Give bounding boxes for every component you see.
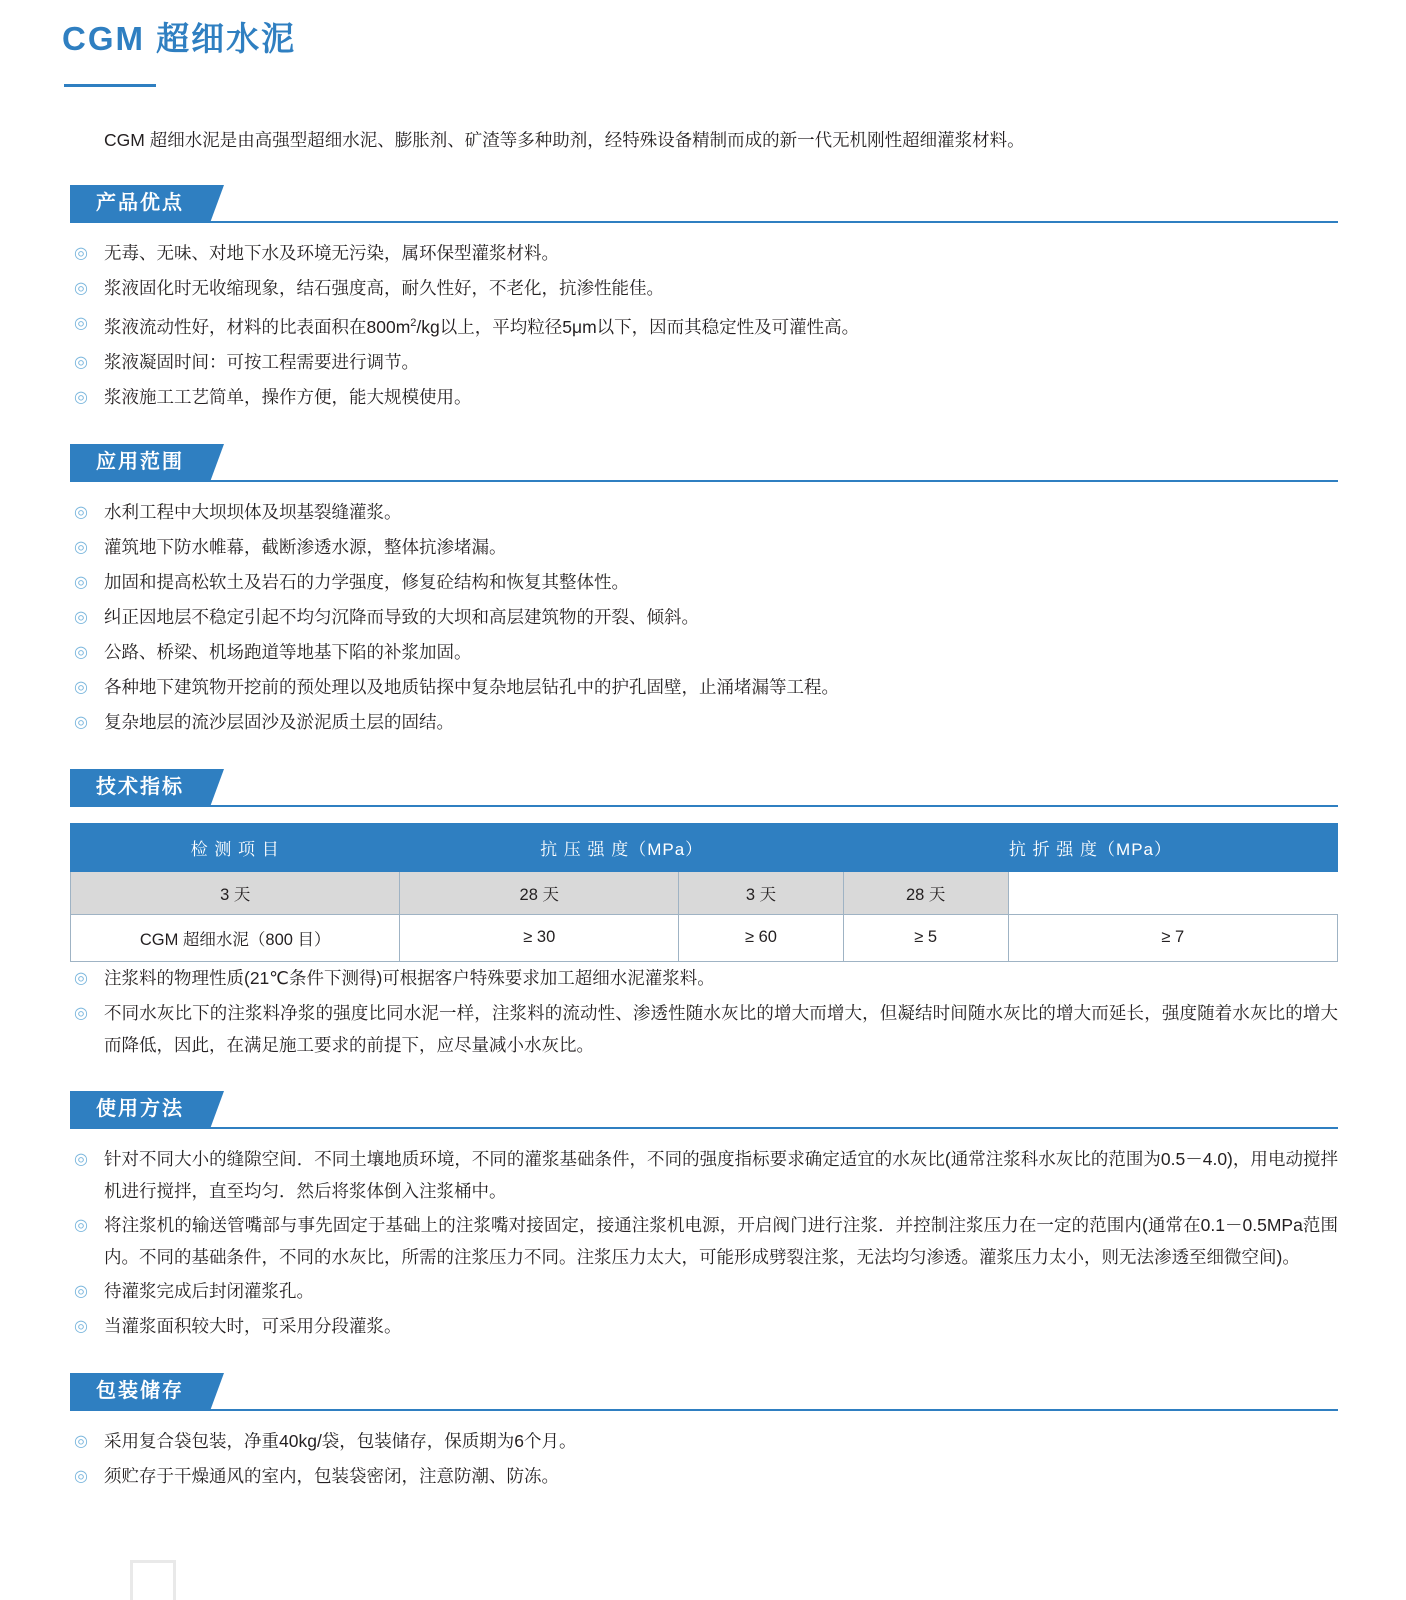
section-rule	[70, 221, 1338, 223]
list-item	[70, 381, 1338, 414]
list-item	[70, 1425, 1338, 1458]
list-item-text: 针对不同大小的缝隙空间．不同土壤地质环境，不同的灌浆基础条件，不同的强度指标要求确定适宜的水灰比(通常注浆科水灰比的范围为0.5－4.0)，用电动搅拌机进行搅拌，直至均匀．然后将浆体倒入注浆桶中。	[104, 1148, 1338, 1201]
circle-bullet-icon: ◎	[74, 678, 88, 696]
list-item	[70, 706, 1338, 739]
cell-compressive-28d: ≥ 60	[679, 914, 844, 961]
list-item-text: 纠正因地层不稳定引起不均匀沉降而导致的大坝和高层建筑物的开裂、倾斜。	[104, 606, 699, 627]
page-title: CGM 超细水泥	[62, 20, 297, 57]
section-header	[70, 1373, 1406, 1411]
list-item	[70, 1209, 1338, 1273]
circle-bullet-icon: ◎	[74, 315, 88, 332]
section-title-usage: 使用方法	[70, 1091, 210, 1129]
list-item	[70, 1143, 1338, 1207]
list-item-text: 浆液固化时无收缩现象，结石强度高，耐久性好，不老化，抗渗性能佳。	[104, 278, 664, 298]
section-rule	[70, 480, 1338, 482]
section-technical-specs	[0, 769, 1406, 1061]
cell-compressive-3d: ≥ 30	[400, 914, 679, 961]
subheader-compressive-28d: 28 天	[400, 871, 679, 914]
circle-bullet-icon: ◎	[74, 503, 88, 521]
table-header-row	[71, 823, 1338, 871]
cell-flexural-3d: ≥ 5	[843, 914, 1008, 961]
circle-bullet-icon: ◎	[74, 643, 88, 661]
section-rule	[70, 805, 1338, 807]
section-title-advantages: 产品优点	[70, 185, 210, 223]
list-item-text-part2: /kg以上，平均粒径5μm以下，因而其稳定性及可灌性高。	[416, 316, 860, 337]
watermark-shape	[130, 1560, 176, 1600]
section-header	[70, 444, 1406, 482]
circle-bullet-icon: ◎	[74, 1317, 88, 1335]
circle-bullet-icon: ◎	[74, 1432, 88, 1450]
section-body	[70, 1143, 1338, 1343]
table-header	[71, 823, 1338, 871]
list-item	[70, 346, 1338, 379]
advantages-list	[70, 237, 1338, 414]
circle-bullet-icon: ◎	[74, 1282, 88, 1300]
section-product-advantages	[0, 185, 1406, 414]
section-body	[70, 237, 1338, 414]
list-item	[70, 307, 1338, 344]
list-item	[70, 671, 1338, 704]
circle-bullet-icon: ◎	[74, 353, 88, 371]
list-item-text: 浆液施工工艺简单，操作方便，能大规模使用。	[104, 386, 472, 407]
section-rule	[70, 1127, 1338, 1129]
column-header-item: 检 测 项 目	[71, 823, 400, 871]
section-header	[70, 1091, 1406, 1129]
list-item-text: 将注浆机的输送管嘴部与事先固定于基础上的注浆嘴对接固定，接通注浆机电源，开启阀门进行注浆．并控制注浆压力在一定的范围内(通常在0.1－0.5MPa范围内。不同的基础条件，不同的水灰比，所需的注浆压力不同。注浆压力太大，可能形成劈裂注浆，无法均匀渗透。灌浆压力太小，则无法渗透至细微空间)。	[104, 1214, 1338, 1267]
usage-list	[70, 1143, 1338, 1343]
list-item	[70, 1460, 1338, 1493]
list-item-text: 浆液凝固时间：可按工程需要进行调节。	[104, 351, 419, 372]
section-header	[70, 769, 1406, 807]
section-application-scope	[0, 444, 1406, 739]
list-item	[70, 601, 1338, 634]
subheader-compressive-3d: 3 天	[71, 871, 400, 914]
list-item-text-part1: 浆液流动性好，材料的比表面积在800m	[104, 316, 411, 337]
list-item-text: 须贮存于干燥通风的室内，包装袋密闭，注意防潮、防冻。	[104, 1465, 559, 1486]
circle-bullet-icon: ◎	[74, 573, 88, 591]
table-row	[71, 914, 1338, 961]
list-item-text: 公路、桥梁、机场跑道等地基下陷的补浆加固。	[104, 641, 472, 662]
table-subheader-row	[71, 871, 1338, 914]
section-title-technical: 技术指标	[70, 769, 210, 807]
section-body	[70, 1425, 1338, 1493]
section-usage-method	[0, 1091, 1406, 1343]
list-item	[70, 272, 1338, 305]
list-item	[70, 531, 1338, 564]
circle-bullet-icon: ◎	[74, 1216, 88, 1234]
list-item-text: 水利工程中大坝坝体及坝基裂缝灌浆。	[104, 501, 402, 522]
section-body	[70, 496, 1338, 739]
circle-bullet-icon: ◎	[74, 1467, 88, 1485]
circle-bullet-icon: ◎	[74, 388, 88, 406]
subheader-flexural-28d: 28 天	[843, 871, 1008, 914]
technical-notes-list	[70, 962, 1338, 1061]
list-item-text: 不同水灰比下的注浆料净浆的强度比同水泥一样，注浆料的流动性、渗透性随水灰比的增大而增大，但凝结时间随水灰比的增大而延长，强度随着水灰比的增大而降低，因此，在满足施工要求的前提下，应尽量减小水灰比。	[104, 1002, 1338, 1055]
section-rule	[70, 1409, 1338, 1411]
circle-bullet-icon: ◎	[74, 608, 88, 626]
application-list	[70, 496, 1338, 739]
list-item-text: 注浆料的物理性质(21℃条件下测得)可根据客户特殊要求加工超细水泥灌浆料。	[104, 967, 715, 988]
list-item	[70, 962, 1338, 995]
circle-bullet-icon: ◎	[74, 280, 88, 297]
column-header-flexural: 抗 折 强 度（MPa）	[843, 823, 1337, 871]
circle-bullet-icon: ◎	[74, 245, 88, 262]
column-header-compressive: 抗 压 强 度（MPa）	[400, 823, 843, 871]
list-item	[70, 1275, 1338, 1308]
list-item-text: 各种地下建筑物开挖前的预处理以及地质钻探中复杂地层钻孔中的护孔固壁，止涌堵漏等工程。	[104, 676, 839, 697]
list-item	[70, 566, 1338, 599]
intro-paragraph: CGM 超细水泥是由高强型超细水泥、膨胀剂、矿渣等多种助剂，经特殊设备精制而成的新一代无机刚性超细灌浆材料。	[104, 130, 1025, 150]
cell-flexural-28d: ≥ 7	[1008, 914, 1337, 961]
title-underline	[64, 84, 156, 87]
list-item	[70, 1310, 1338, 1343]
technical-spec-table	[70, 823, 1338, 962]
list-item	[70, 496, 1338, 529]
circle-bullet-icon: ◎	[74, 713, 88, 731]
list-item-text: 复杂地层的流沙层固沙及淤泥质土层的固结。	[104, 711, 454, 732]
section-packaging-storage	[0, 1373, 1406, 1493]
list-item-text: 灌筑地下防水帷幕，截断渗透水源，整体抗渗堵漏。	[104, 536, 507, 557]
section-title-packaging: 包装储存	[70, 1373, 210, 1411]
circle-bullet-icon: ◎	[74, 1004, 88, 1022]
list-item-text: 无毒、无味、对地下水及环境无污染，属环保型灌浆材料。	[104, 243, 559, 263]
list-item	[70, 636, 1338, 669]
packaging-list	[70, 1425, 1338, 1493]
list-item-text: 采用复合袋包装，净重40kg/袋，包装储存，保质期为6个月。	[104, 1430, 577, 1451]
watermark-icon	[130, 1560, 176, 1600]
cell-product-name: CGM 超细水泥（800 目）	[71, 914, 400, 961]
subheader-flexural-3d: 3 天	[679, 871, 844, 914]
list-item	[70, 997, 1338, 1061]
circle-bullet-icon: ◎	[74, 1150, 88, 1168]
section-header	[70, 185, 1406, 223]
list-item-text: 加固和提高松软土及岩石的力学强度，修复砼结构和恢复其整体性。	[104, 571, 629, 592]
table-body	[71, 871, 1338, 961]
list-item	[70, 237, 1338, 270]
list-item-text: 当灌浆面积较大时，可采用分段灌浆。	[104, 1315, 402, 1336]
circle-bullet-icon: ◎	[74, 538, 88, 556]
section-body	[70, 823, 1338, 1061]
section-title-application: 应用范围	[70, 444, 210, 482]
superscript-exponent: 2	[410, 317, 417, 329]
list-item-text: 待灌浆完成后封闭灌浆孔。	[104, 1280, 314, 1301]
circle-bullet-icon: ◎	[74, 969, 88, 987]
